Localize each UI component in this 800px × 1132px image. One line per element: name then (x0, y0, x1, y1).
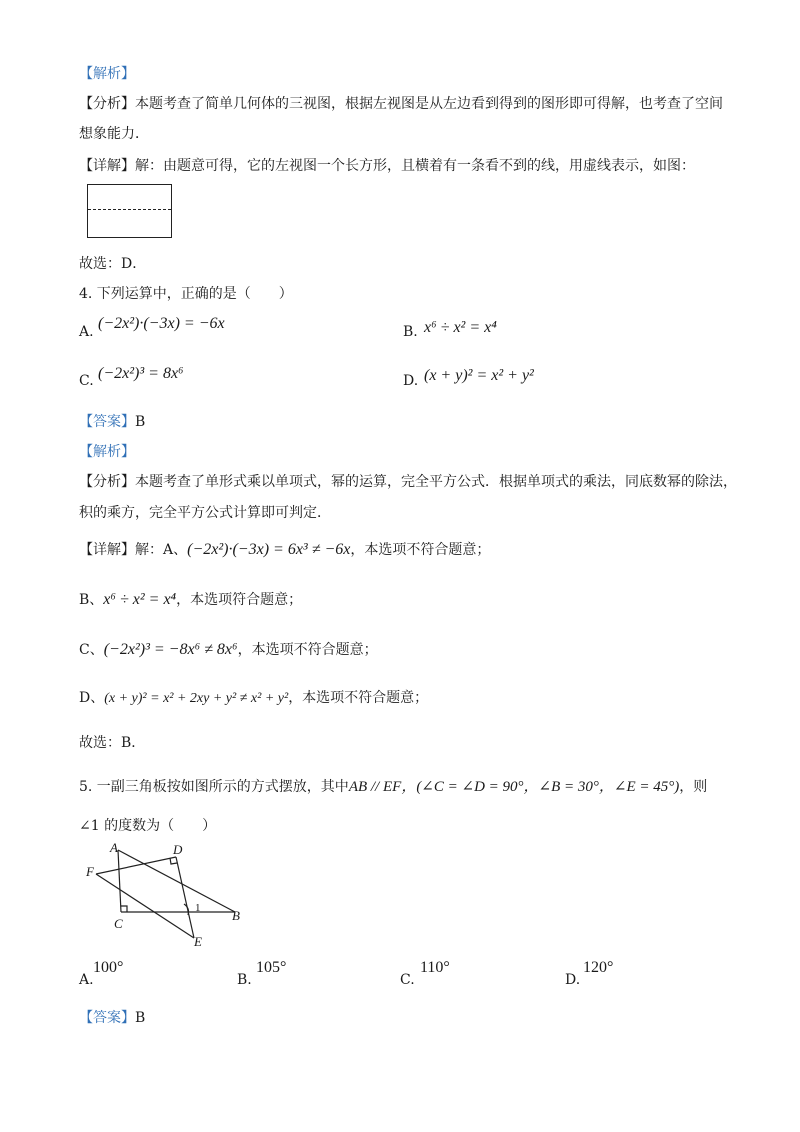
q5-option-d-value: 120° (583, 959, 614, 976)
q4-option-c-label: C. (79, 373, 94, 389)
right-angle-c (121, 906, 127, 912)
q4-detail-c (79, 640, 378, 659)
answer-tag: 【答案】 (79, 1010, 135, 1026)
q4-option-b-expr: x⁶ ÷ x² = x⁴ (424, 319, 497, 336)
label-f: F (86, 864, 94, 879)
q4-detail-d (79, 690, 428, 708)
segment-ac (118, 850, 121, 912)
q4-detail-c-suffix: ，本选项不符合题意； (237, 642, 378, 658)
analysis-tag: 【解析】 (79, 66, 135, 82)
q5-angle-conditions: ，(∠C = ∠D = 90°，∠B = 30°，∠E = 45°) (401, 779, 680, 795)
q5-answer: B (135, 1010, 146, 1026)
q5-answer-line (79, 1010, 145, 1027)
hidden-line (88, 209, 171, 210)
q4-option-d-expr: (x + y)² = x² + y² (424, 367, 534, 384)
q4-answer: B (135, 414, 146, 430)
q4-detail-b-expr: x⁶ ÷ x² = x⁴ (103, 591, 177, 608)
q4-stem: 4. 下列运算中，正确的是（ ） (79, 286, 293, 302)
q5-option-c-value: 110° (420, 959, 450, 976)
left-view-rectangle (87, 184, 172, 238)
segment-fe (96, 874, 194, 938)
q4-detail-d-suffix: ，本选项不符合题意； (288, 690, 429, 706)
analysis-tag: 【解析】 (79, 444, 135, 460)
q5-stem-line2: ∠1 的度数为（ ） (79, 818, 217, 834)
q5-option-a-label: A. (79, 972, 94, 988)
q5-stem-end: ，则 (679, 779, 708, 795)
q4-choice: 故选：B． (79, 735, 146, 751)
label-angle-1: 1 (195, 902, 201, 914)
q5-stem-line1 (79, 778, 707, 796)
q4-detail-d-expr: (x + y)² = x² + 2xy + y² ≠ x² + y² (104, 691, 289, 706)
q5-option-b-value: 105° (256, 959, 287, 976)
q3-analysis-line1: 【分析】本题考查了简单几何体的三视图，根据左视图是从左边看到得到的图形即可得解，也考查了空间 (79, 96, 723, 112)
label-c: C (114, 916, 123, 931)
label-e: E (194, 934, 202, 949)
q3-choice: 故选：D． (79, 256, 147, 272)
q4-detail-a-expr: (−2x²)·(−3x) = 6x³ ≠ −6x (187, 541, 351, 558)
q4-option-a-expr: (−2x²)·(−3x) = −6x (98, 315, 225, 332)
q4-option-c-expr: (−2x²)³ = 8x⁶ (98, 365, 184, 382)
q5-option-d-label: D. (565, 972, 581, 988)
q4-option-d-label: D. (403, 373, 419, 389)
q4-analysis-line2: 积的乘方，完全平方公式计算即可判定． (79, 505, 331, 521)
label-b: B (232, 908, 240, 923)
q4-detail-a-suffix: ，本选项不符合题意； (350, 542, 491, 558)
q4-analysis-line1: 【分析】本题考查了单形式乘以单项式，幂的运算，完全平方公式．根据单项式的乘法，同底数幂的除法， (79, 474, 737, 490)
q4-detail-d-prefix: D、 (79, 690, 105, 706)
q4-detail-a (79, 540, 490, 559)
q4-answer-line (79, 414, 145, 431)
label-d: D (173, 842, 183, 857)
q4-option-a-label: A. (79, 324, 94, 340)
q5-stem-text: 5. 一副三角板按如图所示的方式摆放，其中 (79, 779, 349, 795)
segment-de (176, 857, 194, 938)
answer-tag: 【答案】 (79, 414, 135, 430)
q4-detail-b-suffix: ，本选项符合题意； (176, 592, 303, 608)
q5-option-a-value: 100° (93, 959, 124, 976)
q5-option-b-label: B. (237, 972, 252, 988)
q5-parallel-expr: AB // EF (348, 779, 402, 795)
q4-detail-b-prefix: B、 (79, 592, 104, 608)
q4-detail-b (79, 590, 302, 609)
q4-detail-c-expr: (−2x²)³ = −8x⁶ ≠ 8x⁶ (103, 641, 238, 658)
q4-detail-c-prefix: C、 (79, 642, 104, 658)
triangle-figure (80, 838, 270, 953)
q4-detail-a-prefix: 【详解】解：A、 (79, 542, 188, 558)
angle-1-arc (184, 904, 189, 915)
label-a: A (110, 840, 118, 855)
q3-analysis-line2: 想象能力． (79, 126, 149, 142)
q5-option-c-label: C. (400, 972, 415, 988)
q4-option-b-label: B. (403, 324, 418, 340)
q3-detail: 【详解】解：由题意可得，它的左视图一个长方形，且横着有一条看不到的线，用虚线表示，如图： (79, 158, 695, 174)
